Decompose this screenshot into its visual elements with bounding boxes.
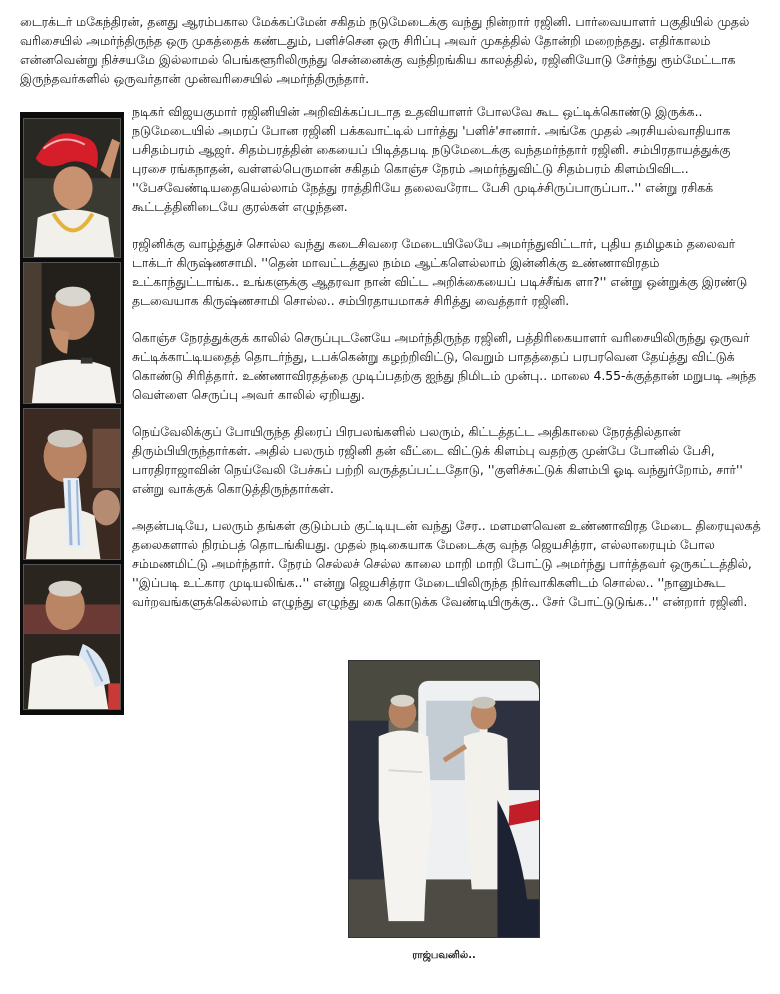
- article-paragraph: ரஜினிக்கு வாழ்த்துச் சொல்ல வந்து கடைசிவரை மேடையிலேயே அமர்ந்துவிட்டார், புதிய தமிழகம் தலைவர் டாக்டர் கிருஷ்ணசாமி. ''தென் மாவட்டத்துல நம்ம ஆட்களெல்லாம் இன்னிக்கு உண்ணாவிரதம் உட்காந்துட்டாங்க.. உங்களுக்கு ஆதரவா நான் விட்ட அறிக்கையைப் படிச்சீங்க ளா?'' என்று ஒன்றுக்கு இரண்டு தடவையாக கிருஷ்ணசாமி சொல்ல.. சம்பிரதாயமாகச் சிரித்து வைத்தார் ரஜினி.: [132, 236, 748, 308]
- photo-raj-bhavan: [348, 660, 540, 938]
- photo-caption: ராஜ்பவனில்..: [412, 950, 476, 961]
- article-paragraph: அதன்படியே, பலரும் தங்கள் குடும்பம் குட்டியுடன் வந்து சேர.. மளமளவென உண்ணாவிரத மேடை திரையுலகத் தலைகளால் நிரம்பத் தொடங்கியது. முதல் நடிகையாக மேடைக்கு வந்த ஜெயசித்ரா, எல்லாரையும் போல சம்மணமிட்டு அமர்ந்தார். நேரம் செல்லச் செல்ல காலை மாறி மாறி போட்டு அமர்ந்து பார்த்தவர் ஒருகட்டத்தில், ''இப்படி உட்கார முடியலிங்க..'' என்று ஜெயசித்ரா மேடையிலிருந்த நிர்வாகிகளிடம் சொல்ல.. ''நானும்கூட வர்றவங்களுக்கெல்லாம் எழுந்து எழுந்து கை கொடுக்க வேண்டியிருக்கு.. சேர் போட்டுடுங்க..'' என்றார் ரஜினி.: [132, 518, 761, 609]
- photo-strip: [20, 112, 124, 715]
- article-paragraph: நெய்வேலிக்குப் போயிருந்த திரைப் பிரபலங்களில் பலரும், கிட்டத்தட்ட அதிகாலை நேரத்தில்தான் திரும்பியிருந்தார்கள். அதில் பலரும் ரஜினி தன் வீட்டை விட்டுக் கிளம்பு வதற்கு முன்பே போனில் பேசி, பாரதிராஜாவின் நெய்வேலி பேச்சுப் பற்றி வருத்தப்பட்டதோடு, ''குளிச்சுட்டுக் கிளம்பி ஓடி வந்துர்றோம், சார்'' என்று வாக்குக் கொடுத்திருந்தார்கள்.: [132, 424, 743, 496]
- photo-towel-wipe: [23, 408, 121, 560]
- article-paragraph: நடிகர் விஜயகுமார் ரஜினியின் அறிவிக்கப்படாத உதவியாளர் போலவே கூட ஒட்டிக்கொண்டு இருக்க.. நடுமேடையில் அமரப் போன ரஜினி பக்கவாட்டில் பார்த்து 'பளிச்'சானார். அங்கே முதல் அரசியல்வாதியாக பசிதம்பரம் ஆஜர். சிதம்பரத்தின் கையைப் பிடித்தபடி நடுமேடைக்கு வந்தமர்ந்தார் ரஜினி. சம்பிரதாயத்துக்கு புரசை ரங்கநாதன், வள்ளல்பெருமான் சகிதம் கொஞ்ச நேரம் அமர்ந்துவிட்டு சிதம்பரம் கிளம்பிவிட.. ''பேசவேண்டியதையெல்லாம் நேத்து ராத்திரியே தலைவரோட பேசி முடிச்சிருப்பாருப்பா..'' என்று ரசிகக் கூட்டத்தினிடையே குரல்கள் எழுந்தன.: [132, 104, 731, 214]
- intro-paragraph: டைரக்டர் மகேந்திரன், தனது ஆரம்பகால மேக்கப்மேன் சகிதம் நடுமேடைக்கு வந்து நின்றார் ரஜினி. பார்வையாளர் பகுதியில் முதல் வரிசையில் அமர்ந்திருந்த ஒரு முகத்தைக் கண்டதும், பளிச்சென ஒரு சிரிப்பு அவர் முகத்தில் தோன்றி மறைந்தது. எதிர்காலம் என்னவென்று நிச்சயமே இல்லாமல் பெங்களூரிலிருந்து சென்னைக்கு வந்திறங்கிய காலத்தில், ரஜினியோடு சேர்ந்து ரூம்மேட்டாக இருந்தவர்களில் ஒருவர்தான் முன்வரிசையில் அமர்ந்திருந்தார்.: [20, 14, 750, 86]
- article-paragraph: கொஞ்ச நேரத்துக்குக் காலில் செருப்புடனேயே அமர்ந்திருந்த ரஜினி, பத்திரிகையாளர் வரிசையிலிருந்து ஒருவர் சுட்டிக்காட்டியதைத் தொடர்ந்து, டபக்கென்று கழற்றிவிட்டு, வெறும் பாதத்தைப் பரபரவென தேய்த்து விட்டுக் கொண்டு சிரித்தார். உண்ணாவிரதத்தை முடிப்பதற்கு ஐந்து நிமிடம் முன்பு.. மாலை 4.55-க்குத்தான் மறுபடி அந்த வெள்ளை செருப்பு அவர் காலில் ஏறியது.: [132, 330, 757, 402]
- photo-hands-face: [23, 262, 121, 404]
- article-column: [132, 102, 765, 629]
- photo-red-turban: [23, 118, 121, 258]
- photo-towel-shoulder: [23, 564, 121, 710]
